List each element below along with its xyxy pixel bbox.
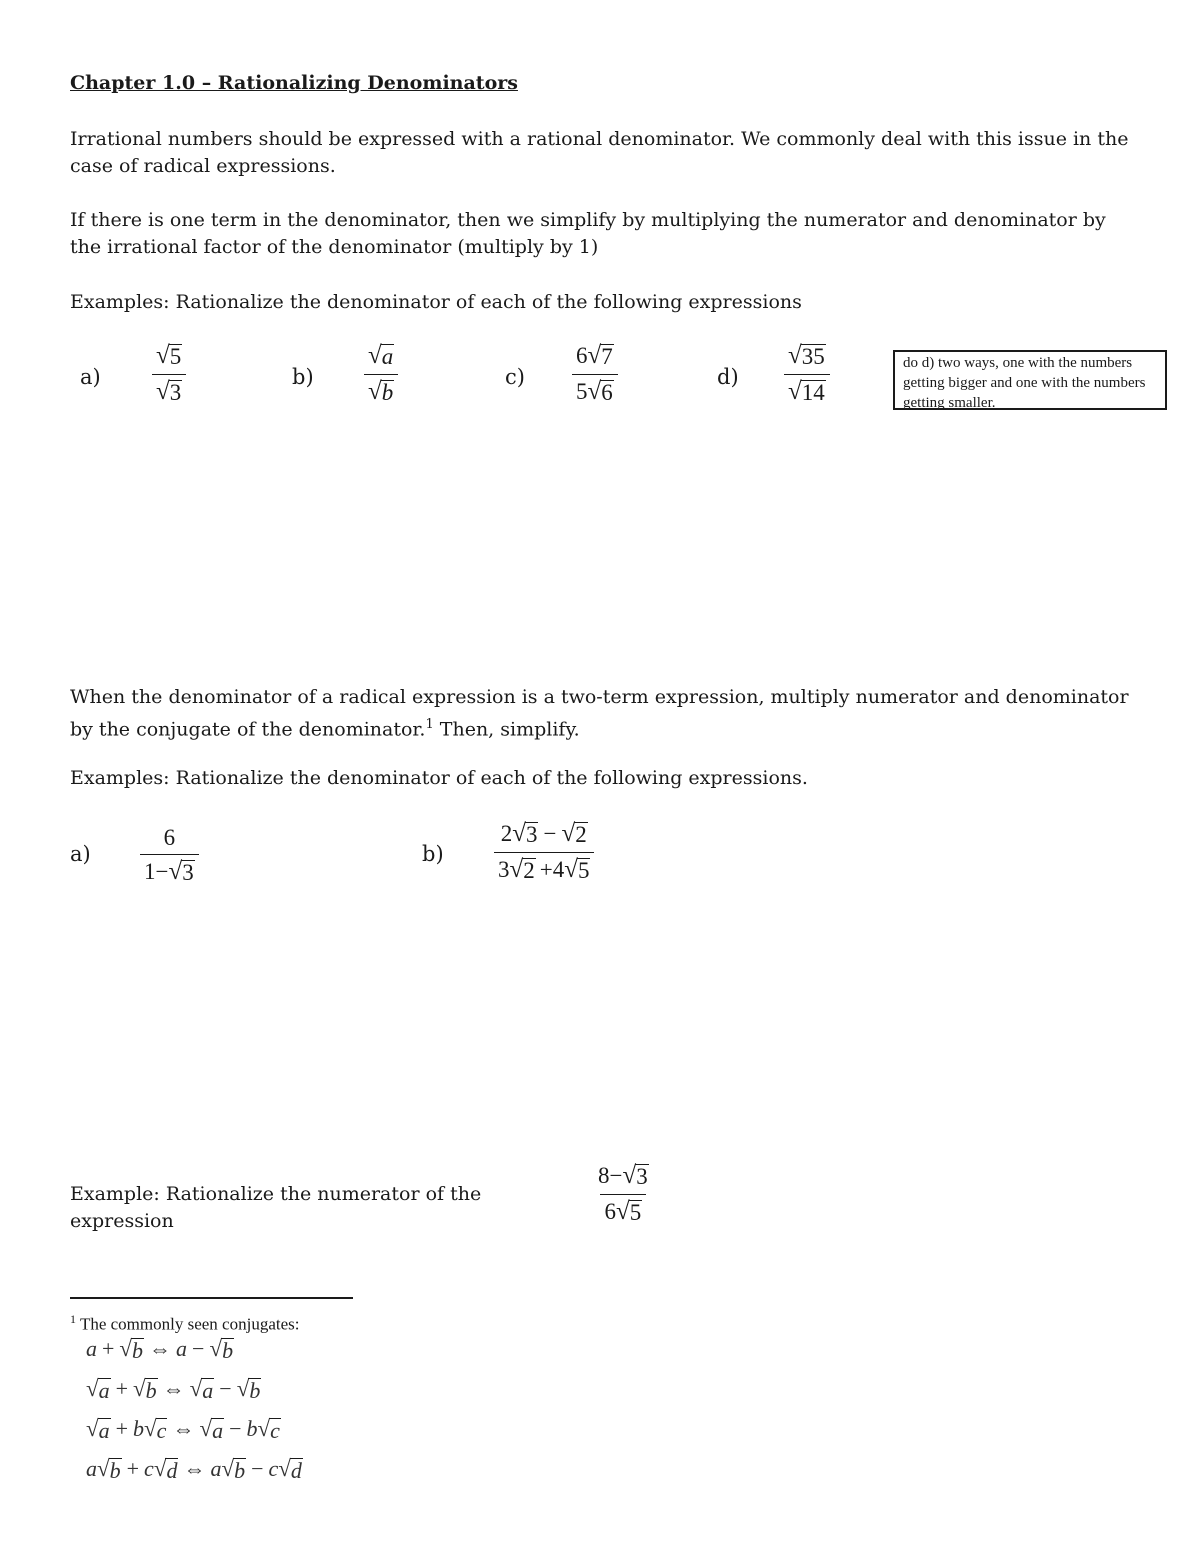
ex2-b-num-op: − [543,821,557,846]
footnote-separator [70,1297,353,1299]
ex3-den-coef: 6 [604,1199,616,1225]
ex2-a-den-rad: 3 [182,860,194,885]
ex1-d-num: 35 [801,344,825,369]
ex2-b-den-r2: 5 [577,858,590,884]
ex1-d-fraction: √ 35 √ 14 [784,344,830,405]
footnote-mark: 1 [70,1312,76,1326]
ex2-b-num-r1: 3 [525,822,538,847]
ex1-d-label: d) [717,365,739,389]
example3-text: Example: Rationalize the numerator of the expression [70,1183,482,1232]
ex3-num-rad: 3 [636,1164,648,1189]
ex1-a-den: 3 [169,380,182,406]
ex1-b-num: a [381,344,394,369]
footnote-heading [70,1312,299,1335]
footnote-text: The commonly seen conjugates: [76,1314,300,1334]
footnote-ref: 1 [425,717,434,732]
conjugate-row-2: √ a + √ b ⇔ √ a − √ b [86,1376,261,1403]
ex1-c-fraction: 6 √ 7 5 √ 6 [572,344,618,405]
ex1-a-fraction: √ 5 √ 3 [152,344,186,405]
ex1-c-den: 6 [601,380,613,406]
ex1-d-den: 14 [801,380,825,406]
ex3-den-rad: 5 [629,1200,642,1226]
ex1-b-fraction: √ a √ b [364,344,398,405]
two-term-text-end: Then, simplify. [433,718,580,741]
ex1-c-num-coef: 6 [576,343,588,368]
ex1-b-label: b) [292,365,314,389]
ex2-a-fraction: 6 1− √ 3 [140,826,199,885]
ex2-a-den-left: 1− [144,859,169,884]
ex1-b-den: b [381,380,394,406]
ex2-b-label: b) [422,842,444,866]
conjugate-row-3: √ a + b √ c ⇔ √ a − b √ c [86,1416,280,1443]
ex1-c-label: c) [505,365,525,389]
ex2-b-num-c1: 2 [500,821,513,846]
page-title: Chapter 1.0 – Rationalizing Denominators [70,72,518,94]
ex2-b-num-r2: 2 [575,822,587,847]
ex1-a-label: a) [80,365,101,389]
ex2-a-num: 6 [163,825,176,850]
ex2-b-den-c1: 3 [498,857,510,883]
two-term-paragraph [70,684,1140,743]
ex1-c-num: 7 [601,344,613,369]
conjugate-row-1: a + √ b ⇔ a − √ b [86,1336,234,1363]
ex2-b-den-r1: 2 [523,858,535,884]
ex2-a-label: a) [70,842,91,866]
ex1-a-num: 5 [169,344,182,369]
ex3-num-left: 8− [598,1163,623,1188]
ex2-b-den-op: +4 [539,857,565,883]
examples1-heading: Examples: Rationalize the denominator of each of the following expressions [70,291,802,313]
intro-paragraph: Irrational numbers should be expressed with a rational denominator. We commonly deal with this issue in the case of radical expressions. [70,128,1129,177]
ex1-c-den-coef: 5 [576,379,588,405]
examples2-heading: Examples: Rationalize the denominator of each of the following expressions. [70,767,808,789]
ex3-fraction: 8− √ 3 6 √ 5 [598,1162,648,1226]
two-term-text: When the denominator of a radical expression is a two-term expression, multiply numerator and denominator by the conjugate of the denominator. [70,686,1129,741]
one-term-paragraph: If there is one term in the denominator, then we simplify by multiplying the numerator and denominator by the irrational factor of the denominator (multiply by 1) [70,209,1106,258]
teacher-note-box: do d) two ways, one with the numbers getting bigger and one with the numbers getting smaller. [893,350,1167,410]
ex2-b-fraction: 2 √ 3 − √ 2 3 √ 2 +4 √ 5 [494,822,594,883]
conjugate-row-4: a √ b + c √ d ⇔ a √ b − c √ d [86,1456,302,1483]
